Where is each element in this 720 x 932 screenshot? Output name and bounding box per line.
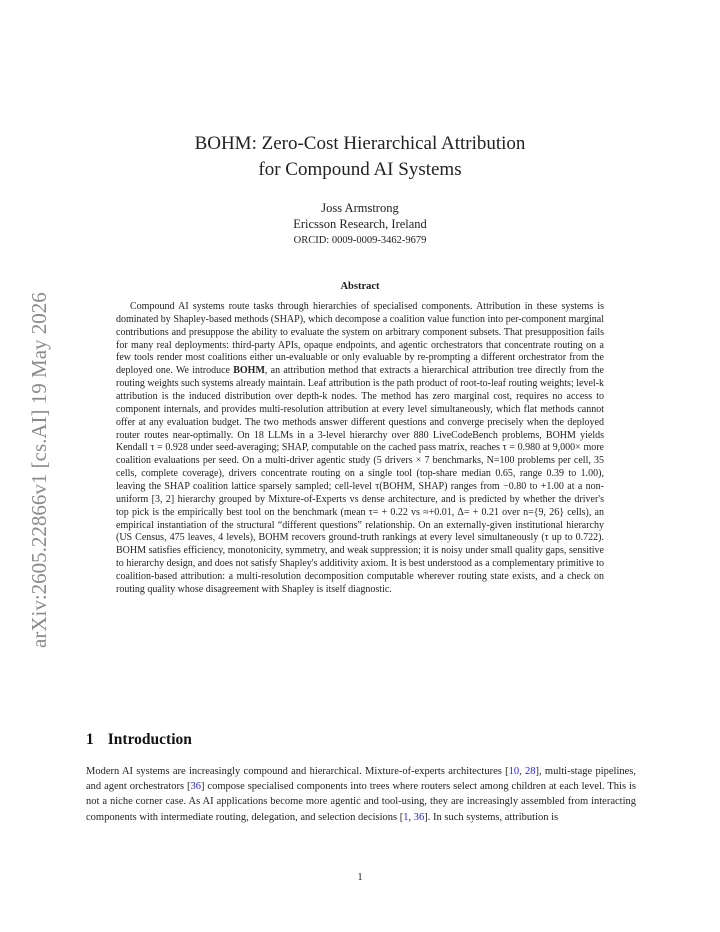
- citation-link[interactable]: 1: [403, 811, 409, 823]
- author-name: Joss Armstrong: [321, 201, 399, 215]
- method-name-bold: BOHM: [233, 365, 265, 377]
- intro-text: ,: [408, 811, 414, 823]
- abstract-text-part1: Compound AI systems route tasks through hierarchies of specialised components. Attribution in these systems is dominated by Shapley-based methods (SHAP), which decompose a coalition value function into per-component marginal contributions and presuppose the ability to evaluate the system on arbitrary component subsets. That presupposition fails for many real deployments: third-party APIs, opaque endpoints, and agentic orchestrators that concentrate routing on a few tools render most coalitions either un-evaluable or only evaluable by re-prompting a different orchestrator from the deployed one. We introduce: [116, 301, 604, 377]
- abstract-heading: Abstract: [340, 281, 380, 292]
- paper-title-line2: for Compound AI Systems: [258, 159, 462, 180]
- intro-text: ,: [519, 766, 526, 777]
- author-affiliation: Ericsson Research, Ireland: [293, 217, 427, 231]
- section-number: 1: [86, 731, 94, 748]
- arxiv-identifier: [8, 260, 58, 650]
- intro-paragraph: [86, 764, 636, 825]
- intro-text: ] compose specialised components into trees where routers select among children at each level. This is not a niche corner case. As AI applications become more agentic and tool-using, they are increasingly assembled from interacting components with intermediate routing, delegation, and selection decisions [: [86, 781, 637, 823]
- citation-link[interactable]: 28: [525, 766, 536, 777]
- page-number: 1: [357, 872, 363, 883]
- arxiv-id-text: arXiv:2605.22866v1 [cs.AI] 19 May 2026: [27, 292, 51, 648]
- intro-text: Modern AI systems are increasingly compound and hierarchical. Mixture-of-experts architectures [: [86, 766, 509, 777]
- author-orcid: ORCID: 0009-0009-3462-9679: [293, 235, 427, 246]
- citation-link[interactable]: 10: [508, 766, 520, 777]
- intro-text: ]. In such systems, attribution is: [424, 811, 559, 823]
- citation-link[interactable]: 36: [413, 811, 425, 823]
- abstract-text-part2: , an attribution method that extracts a hierarchical attribution tree directly from the routing weights such systems already maintain. Leaf attribution is the path product of root-to-leaf routing weights; level-k attribution is the induced distribution over depth-k nodes. The method has zero marginal cost, requires no access to component internals, and provides multi-resolution attribution at every level simultaneously, which flat methods cannot offer at any evaluation budget. The two methods answer different questions and converge precisely when the deployed router routes near-optimally. On 18 LLMs in a 3-level hierarchy over 880 LiveCodeBench problems, BOHM yields Kendall τ = 0.928 under seed-averaging; SHAP, computable on the cached pass matrix, reaches τ = 0.980 at 9,000× more coalition evaluations per seed. On a multi-driver agentic study (5 drivers × 7 benchmarks, N=100 problems per cell, 35 cells, complete coverage), drivers concentrate routing on a single tool (top-share median 0.65, range 0.39 to 1.00), leaving the SHAP coalition lattice sparsely sampled; cell-level τ(BOHM, SHAP) ranges from −0.80 to +1.00 at a non-uniform [3, 2] hierarchy grouped by Mixture-of-Experts vs dense architecture, and is predicted by whether the driver's top pick is the empirically best tool on the benchmark (mean τ= + 0.22 vs ≈+0.01, Δ= + 0.21 over n={9, 26} cells), an empirical instantiation of the structural “different questions” relationship. On an externally-given institutional hierarchy (US Census, 475 leaves, 4 levels), BOHM recovers ground-truth rankings at every level simultaneously (τ up to 0.722). BOHM satisfies efficiency, monotonicity, symmetry, and weak suppression; it is noisy under small quality gaps, sensitive to hierarchy design, and does not satisfy Shapley's additivity axiom. It is best understood as a complementary primitive to coalition-based attribution: a multi-resolution decomposition computable wherever routing state exists, and a check on routing quality whose disagreement with Shapley is itself diagnostic.: [116, 365, 604, 595]
- section-heading: [86, 731, 192, 749]
- abstract-body: [116, 301, 604, 597]
- section-title: Introduction: [107, 731, 192, 748]
- intro-text: ], multi-stage pipelines, and agent orchestrators [: [86, 766, 636, 793]
- citation-link[interactable]: 36: [190, 781, 201, 793]
- paper-title-line1: BOHM: Zero-Cost Hierarchical Attribution: [194, 133, 526, 154]
- arxiv-side-stamp: [8, 260, 58, 650]
